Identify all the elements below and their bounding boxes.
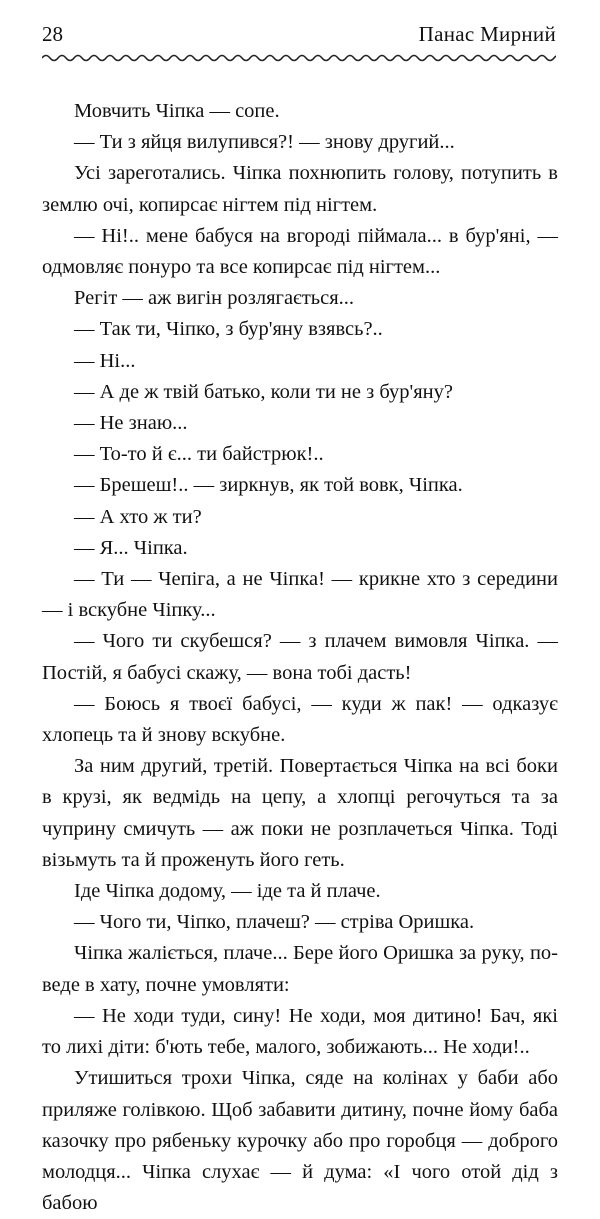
paragraph: — Так ти, Чіпко, з бур'яну взявсь?.. (74, 318, 383, 341)
body-text (42, 96, 558, 1219)
paragraph: — Не ходи туди, сину! Не ходи, моя дитино! Бач, які то лихі діти: б'ють тебе, малого, зобижають... Не ходи!.. (42, 1004, 558, 1059)
paragraph: — А де ж твій батько, коли ти не з бур'яну? (74, 380, 453, 403)
paragraph: — Ти — Чепіга, а не Чіпка! — крикне хто з середини — і вскубне Чіпку... (42, 568, 558, 622)
paragraph: — Боюсь я твоєї бабусі, — куди ж пак! — одказує хлопець та й знову вскубне. (42, 692, 558, 747)
paragraph: — Я... Чіпка. (74, 536, 188, 559)
paragraph: Іде Чіпка додому, — іде та й плаче. (74, 880, 381, 903)
paragraph: За ним другий, третій. Повертається Чіпка на всі боки в крузі, як ведмідь на цепу, а хлопці регочуться та за чуприну смичуть — аж поки не розплачеться Чіпка. Тоді візьмуть та й проженуть його геть. (42, 755, 558, 871)
paragraph: — Ні!.. мене бабуся на вгороді піймала... в бур'яні, — одмовляє понуро та все копирсає під нігтем... (42, 224, 558, 279)
paragraph: — Ні... (74, 349, 136, 372)
wavy-header-rule (42, 52, 556, 64)
paragraph: Чіпка жаліється, плаче... Бере його Оришка за руку, поведе в хату, почне умовляти: (42, 942, 558, 996)
paragraph: Регіт — аж вигін розлягається... (74, 287, 355, 310)
paragraph: Утишиться трохи Чіпка, сяде на колінах у баби або приляже голівкою. Щоб забавити дитину, почне йому баба казочку про рябеньку курочку або про горобця — доброго молодця... Чіпка слухає — й дума: «І чого отой дід з бабою (42, 1067, 558, 1215)
paragraph: — Ти з яйця вилупився?! — знову другий... (74, 131, 455, 154)
paragraph: — Не знаю... (74, 412, 188, 435)
paragraph: — А хто ж ти? (74, 505, 202, 528)
paragraph: — Чого ти скубешся? — з плачем вимовля Чіпка. — Постій, я бабусі скажу, — вона тобі дасть! (42, 630, 558, 684)
page-number: 28 (42, 22, 63, 46)
paragraph: — Брешеш!.. — зиркнув, як той вовк, Чіпка. (74, 474, 463, 497)
paragraph: Усі зареготались. Чіпка похнюпить голову, потупить в землю очі, копирсає нігтем під нігтем. (42, 162, 558, 216)
paragraph: — То-то й є... ти байстрюк!.. (74, 443, 324, 466)
paragraph: — Чого ти, Чіпко, плачеш? — стріва Оришка. (74, 911, 475, 934)
page-header (42, 22, 556, 52)
paragraph: Мовчить Чіпка — сопе. (74, 100, 280, 122)
running-title: Панас Мирний (418, 22, 556, 46)
